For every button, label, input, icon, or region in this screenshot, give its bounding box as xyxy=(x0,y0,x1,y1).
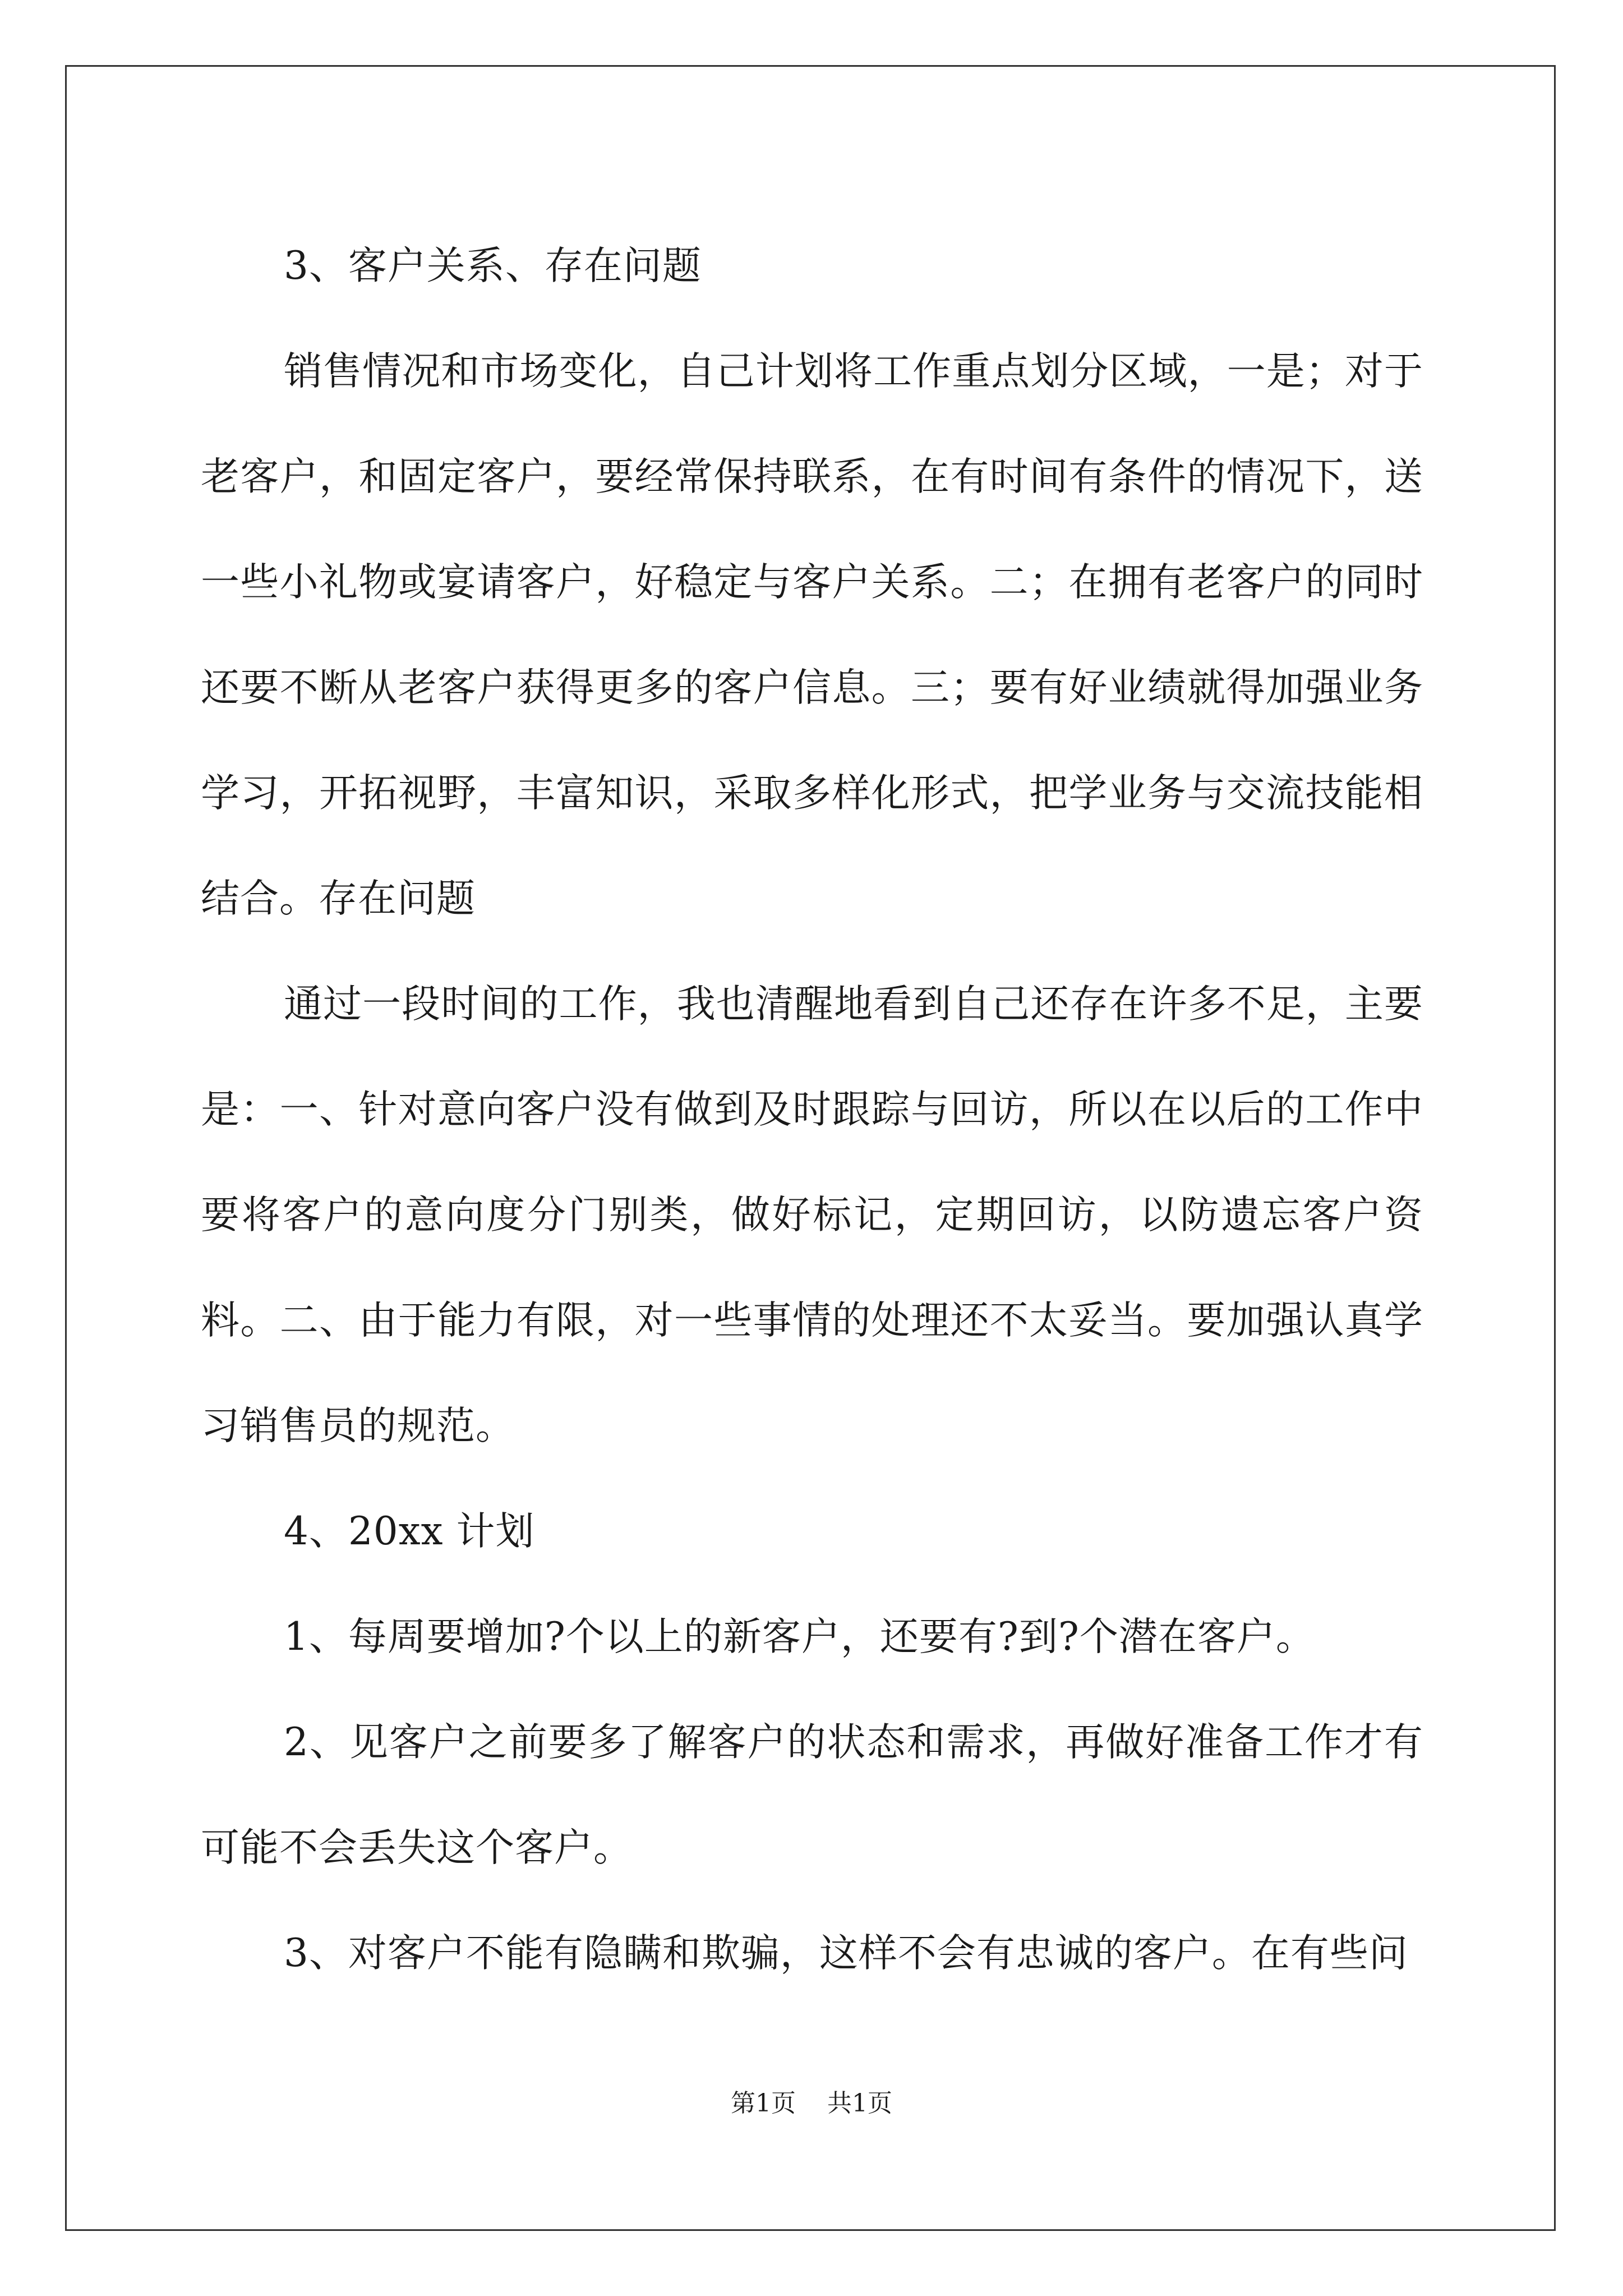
plan-item-1: 1、每周要增加?个以上的新客户，还要有?到?个潜在客户。 xyxy=(284,1614,1315,1659)
section-heading-customer-relations: 3、客户关系、存在问题 xyxy=(284,243,702,288)
section-heading-plan: 4、20xx 计划 xyxy=(284,1509,535,1554)
plan-item-2: 2、见客户之前要多了解客户的状态和需求，再做好准备工作才有可能不会丢失这个客户。 xyxy=(201,1720,1423,1870)
paragraph-problems: 通过一段时间的工作，我也清醒地看到自己还存在许多不足，主要是：一、针对意向客户没有做到及时跟踪与回访，所以在以后的工作中要将客户的意向度分门别类，做好标记，定期回访，以防遗忘客户资料。二、由于能力有限，对一些事情的处理还不太妥当。要加强认真学习销售员的规范。 xyxy=(201,982,1423,1448)
paragraph-sales-plan: 销售情况和市场变化，自己计划将工作重点划分区域，一是；对于老客户，和固定客户，要经常保持联系，在有时间有条件的情况下，送一些小礼物或宴请客户，好稳定与客户关系。二；在拥有老客户的同时还要不断从老客户获得更多的客户信息。三；要有好业绩就得加强业务学习，开拓视野，丰富知识，采取多样化形式，把学业务与交流技能相结合。存在问题 xyxy=(201,349,1423,921)
document-body xyxy=(201,213,1423,2006)
page-number-total: 共1页 xyxy=(827,2089,892,2118)
page-number-current: 第1页 xyxy=(731,2089,796,2118)
page-footer xyxy=(0,2087,1623,2120)
plan-item-3: 3、对客户不能有隐瞒和欺骗，这样不会有忠诚的客户。在有些问 xyxy=(284,1931,1408,1976)
